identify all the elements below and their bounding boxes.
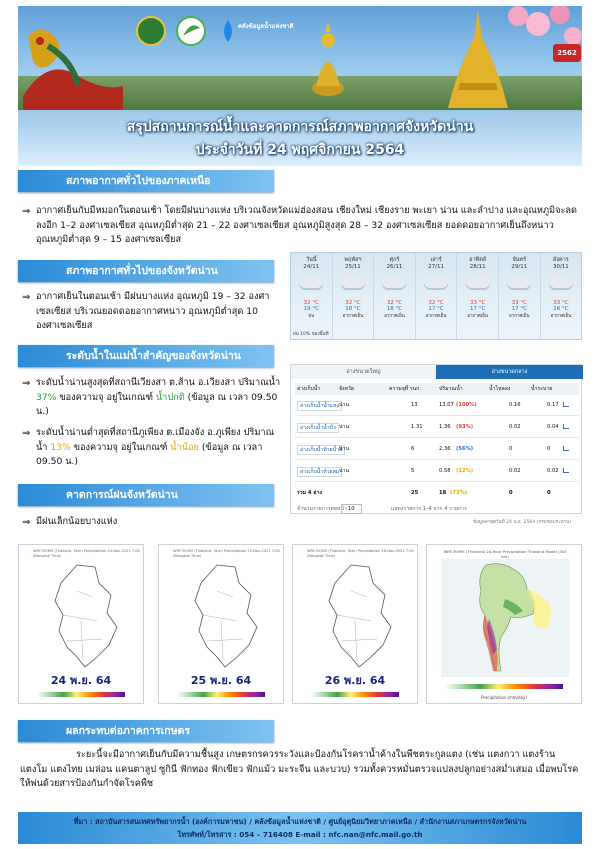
nan-province-map (177, 561, 267, 671)
rain-map-date: 25 พ.ย. 64 (190, 674, 252, 687)
pager-select[interactable]: 10 (341, 504, 362, 514)
arrow-bullet-icon: ⇒ (22, 378, 31, 389)
total-volume: 18 (439, 490, 447, 496)
rain-map-3 (292, 544, 418, 704)
rain-cloud-icon (382, 276, 406, 288)
footer-source-line: ที่มา : สถาบันสารสนเทศทรัพยากรน้ำ (องค์การมหาชน) / คลังข้อมูลน้ำแห่งชาติ / ศูนย์อุตุนิยมวิทยาภาคเหนือ / สำนักงานสภาเกษตรกรจังหวัดน่าน (73, 817, 527, 826)
reservoir-percent: (56%) (456, 446, 474, 452)
weather-low-temp: 17 °C (470, 306, 486, 312)
water-level-item-2-pct: 13% (50, 441, 71, 453)
arrow-bullet-icon: ⇒ (22, 517, 31, 528)
rain-map-header: WRF-ROMS (Thailand, 3km) Precipitation 25-Nov-2021 7:00 (Bangkok Time) (173, 549, 280, 558)
nan-weather-heading: สภาพอากาศทั่วไปของจังหวัดน่าน (18, 260, 274, 282)
pager-info: แสดงรายการ 1–4 จาก 4 รายการ (391, 506, 467, 512)
weather-date: 24/11 (303, 264, 320, 270)
weather-day-0 (291, 253, 333, 340)
rain-cloud-icon (299, 276, 323, 288)
weather-high-temp: 32 °C (386, 300, 403, 306)
water-level-item-2-text-3: (ข้อมูล ณ เวลา 09.50 น.) (36, 441, 263, 467)
reservoir-capacity: 1.31 (411, 424, 423, 430)
weather-day-5 (499, 253, 541, 340)
weather-day-label: พฤหัสฯ (344, 257, 362, 263)
table-row-divider (295, 459, 579, 460)
water-level-item-1 (36, 376, 282, 420)
weather-desc: อากาศเย็น (550, 314, 572, 319)
rain-map-1 (18, 544, 144, 704)
water-level-item-1-text: ระดับน้ำน่านสูงสุดที่สถานีเวียงสา ต.ส้าน อ.เวียงสา ปริมาณน้ำ (36, 377, 281, 388)
weather-day-label: อังคาร (553, 257, 569, 263)
reservoir-province: น่าน (339, 446, 350, 452)
weather-high-temp: 33 °C (511, 300, 527, 306)
weather-desc: อากาศเย็น (342, 314, 364, 319)
reservoir-outflow: 0.17 (547, 402, 559, 408)
tab-medium-reservoirs[interactable]: อ่างขนาดกลาง (436, 365, 583, 379)
rain-map-2 (158, 544, 284, 704)
nhc-logo (218, 18, 294, 46)
north-weather-text: อากาศเย็นกับมีหมอกในตอนเช้า โดยมีฝนบางแห่ง บริเวณจังหวัดแม่ฮ่องสอน เชียงใหม่ เชียงราย พะเยา น่าน และลำปาง และอุณหภูมิจะลดลงอีก 1–2 องศาเซลเซียส อุณหภูมิต่ำสุด 21 – 22 องศาเซลเซียส อุณหภูมิสูงสุด 28 – 32 องศาเซลเซียส ยอดดอยอากาศเย็นถึงหนาว อุณหภูมิต่ำสุด 9 – 15 องศาเซลเซียส (36, 205, 578, 245)
reservoir-volume: 13.07 (439, 402, 454, 408)
weather-high-temp: 32 °C (345, 300, 361, 306)
water-level-item-2-text: ระดับน้ำน่านต่ำสุดที่สถานีภูเพียง ต.เมืองจัง อ.ภูเพียง ปริมาณน้ำ (36, 427, 275, 453)
reservoir-name[interactable]: อ่างเก็บน้ำห้วยสม (297, 467, 342, 477)
reservoir-percent: (93%) (456, 424, 474, 430)
table-header-cell: น้ำระบาย (531, 386, 553, 392)
reservoir-capacity: 5 (411, 468, 415, 474)
weather-day-4 (457, 253, 499, 340)
reservoir-province: น่าน (339, 424, 350, 430)
reservoir-outflow: 0 (547, 446, 551, 452)
weather-date: 27/11 (428, 264, 445, 270)
weather-day-label: ศุกร์ (389, 257, 400, 263)
reservoir-name[interactable]: อ่างเก็บน้ำห้วยน้ำยี (297, 445, 345, 455)
weather-day-6 (541, 253, 582, 340)
reservoir-inflow: 0.02 (509, 468, 521, 474)
chart-icon[interactable] (563, 446, 569, 451)
weather-low-temp: 19 °C (303, 306, 319, 312)
reservoir-capacity: 13 (411, 402, 418, 408)
weather-footnote: ฝน 10% ของพื้นที่ (293, 332, 329, 337)
thailand-map-scale-label: Precipitation (mm/day) (481, 695, 527, 700)
weather-date: 26/11 (386, 264, 403, 270)
tab-large-reservoirs[interactable]: อ่างขนาดใหญ่ (291, 365, 436, 379)
weather-date: 29/11 (511, 264, 528, 270)
water-level-heading: ระดับน้ำในแม่น้ำสำคัญของจังหวัดน่าน (18, 345, 274, 367)
weather-date: 25/11 (344, 264, 361, 270)
rain-cloud-icon (549, 276, 573, 288)
table-header-cell: จังหวัด (339, 386, 355, 392)
weather-day-3 (416, 253, 458, 340)
reservoir-percent: (12%) (456, 468, 474, 474)
weather-low-temp: 16 °C (553, 306, 569, 312)
water-level-item-1-text-3: (ข้อมูล ณ เวลา 09.50 น.) (36, 391, 278, 417)
reservoir-inflow: 0 (509, 446, 513, 452)
rain-map-header: WRF-ROMS (Thailand, 3km) Precipitation 26-Nov-2021 7:00 (Bangkok Time) (307, 549, 414, 558)
total-inflow: 0 (509, 490, 513, 496)
reservoir-percent: (100%) (456, 402, 477, 408)
weather-low-temp: 18 °C (345, 306, 361, 312)
naga-boat-image (18, 16, 128, 110)
page-date: ประจำวันที่ 24 พฤศจิกายน 2564 (195, 142, 405, 158)
water-level-item-2-text-2: ของความจุ อยู่ในเกณฑ์ (70, 441, 171, 453)
reservoir-name[interactable]: อ่างเก็บน้ำน้ำแหง (297, 401, 342, 411)
precip-color-scale (37, 692, 125, 697)
water-level-item-1-text-2: ของความจุ อยู่ในเกณฑ์ (56, 391, 156, 403)
weather-desc: อากาศเย็น (425, 314, 447, 319)
precip-color-scale (311, 692, 399, 697)
reservoir-province: น่าน (339, 402, 350, 408)
arrow-bullet-icon: ⇒ (22, 206, 31, 217)
agency-logo-2-icon (176, 16, 206, 46)
chart-icon[interactable] (563, 424, 569, 429)
arrow-bullet-icon: ⇒ (22, 292, 31, 303)
reservoir-inflow: 0.16 (509, 402, 521, 408)
weather-day-2 (374, 253, 416, 340)
pager-label: จำนวนรายการต่อหน้า (297, 506, 347, 512)
table-header-cell: อ่างเก็บน้ำ (297, 386, 321, 392)
weather-desc: อากาศเย็น (509, 314, 530, 319)
table-header-cell: น้ำไหลลง (489, 386, 511, 392)
golden-buddha-image (308, 18, 348, 98)
weather-day-label: จันทร์ (512, 257, 527, 263)
weather-forecast-widget (290, 252, 582, 340)
water-level-item-1-status: น้ำปกติ (155, 391, 185, 403)
page-title: สรุปสถานการณ์น้ำและคาดการณ์สภาพอากาศจังหวัดน่าน (126, 119, 474, 135)
nan-province-map (311, 561, 401, 671)
table-row-divider (295, 481, 579, 482)
weather-low-temp: 17 °C (428, 306, 444, 312)
weather-high-temp: 33 °C (553, 300, 569, 306)
reservoir-capacity: 6 (411, 446, 415, 452)
table-header-cell: ความจุที่ รนก. (389, 386, 421, 392)
reservoir-province: น่าน (339, 468, 350, 474)
total-outflow: 0 (547, 490, 551, 496)
total-capacity: 25 (411, 490, 419, 496)
rain-forecast-heading: คาดการณ์ฝนจังหวัดน่าน (18, 484, 274, 506)
total-label: รวม 4 อ่าง (297, 490, 322, 496)
total-percent: (73%) (450, 490, 468, 496)
thailand-map-shape (441, 559, 569, 677)
weather-high-temp: 33 °C (470, 300, 486, 306)
weather-day-label: อาทิตย์ (469, 257, 487, 263)
weather-date: 30/11 (552, 264, 569, 270)
weather-low-temp: 17 °C (511, 306, 527, 312)
reservoir-outflow: 0.04 (547, 424, 559, 430)
water-level-item-2-status: น้ำน้อย (170, 441, 199, 453)
year-badge: 2562 (553, 44, 581, 62)
weather-day-label: วันนี้ (305, 257, 317, 263)
nan-weather-text: อากาศเย็นในตอนเช้า มีฝนบางแห่ง อุณหภูมิ 19 – 32 องศาเซลเซียส บริเวณยอดดอยอากาศหนาว อุณหภูมิต่ำสุด 10 องศาเซลเซียส (36, 291, 270, 331)
rain-forecast-text: มีฝนเล็กน้อยบางแห่ง (36, 516, 118, 527)
water-level-item-1-pct: 37% (36, 391, 57, 403)
nhc-logo-text: คลังข้อมูลน้ำแห่งชาติ (238, 23, 294, 30)
table-row-divider (295, 437, 579, 438)
weather-day-1 (333, 253, 375, 340)
table-row-divider (295, 415, 579, 416)
rain-cloud-icon (507, 276, 531, 288)
weather-desc: ฝน (308, 314, 315, 319)
weather-date: 28/11 (469, 264, 486, 270)
north-weather-heading: สภาพอากาศทั่วไปของภาคเหนือ (18, 170, 274, 192)
thailand-map-header: WRF-ROMS (Thailand) 24-Hour Precipitation Thailand Model (3x3 km) (443, 549, 567, 559)
chart-icon[interactable] (563, 402, 569, 407)
arrow-bullet-icon: ⇒ (22, 428, 31, 439)
rain-cloud-icon (466, 276, 490, 288)
nan-province-map (37, 561, 127, 671)
weather-high-temp: 32 °C (303, 300, 319, 306)
rain-map-date: 26 พ.ย. 64 (324, 674, 386, 687)
weather-desc: อากาศเย็น (467, 314, 488, 319)
reservoir-volume: 0.58 (439, 468, 451, 474)
agriculture-text: ระยะนี้จะมีอากาศเย็นกับมีความชื้นสูง เกษตรกรควรระวังและป้องกันโรคราน้ำค้างในพืชตระกูลแตง (เช่น แตงกวา แตงร้าน แตงโม แตงไทย เมล่อน แคนตาลูป ซูกินี ฟักทอง ฟักเขียว ฟักแม้ว มะระจีน และบวบ) รวมทั้งควรหมั่นตรวจแปลงปลูกอย่างสม่ำเสมอ เมื่อพบโรคให้พ่นด้วยสารป้องกันกำจัดโรคพืช (20, 749, 579, 789)
reservoir-volume: 2.36 (439, 446, 451, 452)
agriculture-heading: ผลกระทบต่อภาคการเกษตร (18, 720, 274, 742)
water-level-item-2 (36, 426, 282, 470)
header-banner (18, 6, 582, 110)
reservoir-table (290, 364, 582, 525)
rain-map-date: 24 พ.ย. 64 (50, 674, 112, 687)
weather-day-label: เสาร์ (430, 257, 442, 263)
reservoir-name[interactable]: อ่างเก็บน้ำน้ำปั่ว (297, 423, 339, 433)
precip-color-scale (177, 692, 265, 697)
weather-low-temp: 18 °C (386, 306, 403, 312)
rain-cloud-icon (341, 276, 365, 288)
thailand-precipitation-map (426, 544, 582, 704)
footer-source (18, 812, 582, 844)
agency-logo-1-icon (136, 16, 166, 46)
reservoir-volume: 1.36 (439, 424, 451, 430)
weather-desc: อากาศเย็น (384, 314, 405, 319)
reservoir-outflow: 0.02 (547, 468, 559, 474)
title-band (18, 110, 582, 166)
rain-cloud-icon (424, 276, 448, 288)
rain-map-header: WRF-ROMS (Thailand, 3km) Precipitation 24-Nov-2021 7:00 (Bangkok Time) (33, 549, 140, 558)
weather-high-temp: 32 °C (428, 300, 444, 306)
table-header-cell: ปริมาณน้ำ (439, 386, 463, 392)
reservoir-inflow: 0.02 (509, 424, 521, 430)
chart-icon[interactable] (563, 468, 569, 473)
footer-contact-line: โทรศัพท์/โทรสาร : 054 – 716408 E-mail : nfc.nan@nfc.mail.go.th (177, 830, 423, 839)
table-source: ข้อมูลล่าสุดวันที่ 24 พ.ย. 2564 (กรมชลประทาน) (473, 520, 572, 525)
